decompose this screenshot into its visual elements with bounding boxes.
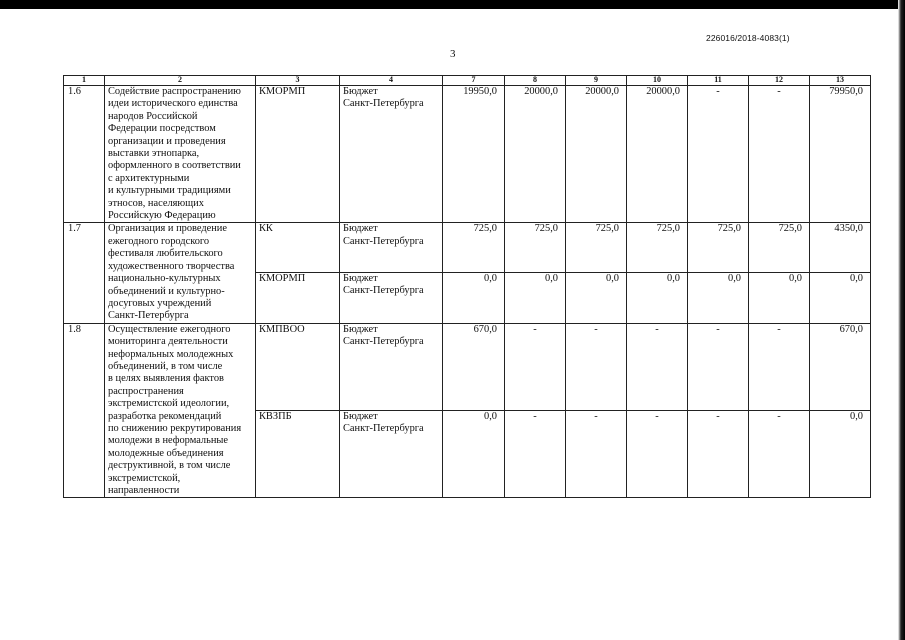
- header-cell: 10: [627, 76, 688, 86]
- header-cell: 12: [749, 76, 810, 86]
- row-description: Содействие распространению идеи исторического единства народов Российской Федерации посредством организации и проведения выставки этнопарка, оформленного в соответствии с архитектурными и культурными традициями этносов, населяющих Российскую Федерацию: [105, 86, 256, 223]
- header-cell: 8: [505, 76, 566, 86]
- header-cell: 2: [105, 76, 256, 86]
- table-row: [64, 323, 871, 410]
- value-cell: 0,0: [627, 272, 688, 323]
- total-cell: 670,0: [810, 323, 871, 410]
- row-description: Организация и проведение ежегодного городского фестиваля любительского художественного творчества национально-культурных объединений и культурно- досуговых учреждений Санкт-Петербурга: [105, 223, 256, 323]
- value-cell: 670,0: [443, 323, 505, 410]
- row-description: Осуществление ежегодного мониторинга деятельности неформальных молодежных объединений, в том числе в целях выявления фактов распространения экстремистской идеологии, разработка рекомендаций по снижению рекрутирования молодежи в неформальные молодежные объединения деструктивной, в том числе экстремистской, направленности: [105, 323, 256, 498]
- header-cell: 1: [64, 76, 105, 86]
- funding-source-cell: Бюджет Санкт-Петербурга: [340, 411, 443, 498]
- value-cell: -: [749, 323, 810, 410]
- funding-source-cell: Бюджет Санкт-Петербурга: [340, 323, 443, 410]
- value-cell: 725,0: [566, 223, 627, 272]
- value-cell: 725,0: [749, 223, 810, 272]
- funding-source-cell: Бюджет Санкт-Петербурга: [340, 86, 443, 223]
- total-cell: 0,0: [810, 272, 871, 323]
- table-header-row: [64, 76, 871, 86]
- table-row: [64, 86, 871, 223]
- funding-source-cell: Бюджет Санкт-Петербурга: [340, 223, 443, 272]
- page-number: 3: [450, 48, 456, 60]
- total-cell: 79950,0: [810, 86, 871, 223]
- value-cell: 0,0: [688, 272, 749, 323]
- funding-source-cell: Бюджет Санкт-Петербурга: [340, 272, 443, 323]
- document-id: 226016/2018-4083(1): [706, 33, 790, 43]
- header-cell: 4: [340, 76, 443, 86]
- table-row: [64, 223, 871, 272]
- value-cell: -: [627, 323, 688, 410]
- value-cell: 20000,0: [627, 86, 688, 223]
- value-cell: 725,0: [505, 223, 566, 272]
- total-cell: 0,0: [810, 411, 871, 498]
- header-cell: 9: [566, 76, 627, 86]
- scan-top-border: [0, 0, 905, 9]
- value-cell: 725,0: [627, 223, 688, 272]
- executor-cell: КМПВОО: [256, 323, 340, 410]
- value-cell: 0,0: [443, 411, 505, 498]
- value-cell: 20000,0: [566, 86, 627, 223]
- header-cell: 11: [688, 76, 749, 86]
- value-cell: -: [688, 86, 749, 223]
- value-cell: -: [749, 411, 810, 498]
- value-cell: 0,0: [443, 272, 505, 323]
- value-cell: -: [505, 323, 566, 410]
- value-cell: -: [627, 411, 688, 498]
- executor-cell: КМОРМП: [256, 272, 340, 323]
- value-cell: 0,0: [505, 272, 566, 323]
- header-cell: 7: [443, 76, 505, 86]
- value-cell: 0,0: [566, 272, 627, 323]
- value-cell: -: [749, 86, 810, 223]
- row-index: 1.8: [64, 323, 105, 498]
- value-cell: 19950,0: [443, 86, 505, 223]
- header-cell: 3: [256, 76, 340, 86]
- row-index: 1.6: [64, 86, 105, 223]
- scan-right-edge: [898, 0, 905, 640]
- value-cell: -: [566, 323, 627, 410]
- header-cell: 13: [810, 76, 871, 86]
- value-cell: -: [688, 411, 749, 498]
- value-cell: 20000,0: [505, 86, 566, 223]
- row-index: 1.7: [64, 223, 105, 323]
- total-cell: 4350,0: [810, 223, 871, 272]
- budget-table: [63, 75, 871, 498]
- value-cell: 0,0: [749, 272, 810, 323]
- executor-cell: КВЗПБ: [256, 411, 340, 498]
- executor-cell: КК: [256, 223, 340, 272]
- value-cell: 725,0: [688, 223, 749, 272]
- value-cell: -: [505, 411, 566, 498]
- value-cell: 725,0: [443, 223, 505, 272]
- value-cell: -: [688, 323, 749, 410]
- executor-cell: КМОРМП: [256, 86, 340, 223]
- value-cell: -: [566, 411, 627, 498]
